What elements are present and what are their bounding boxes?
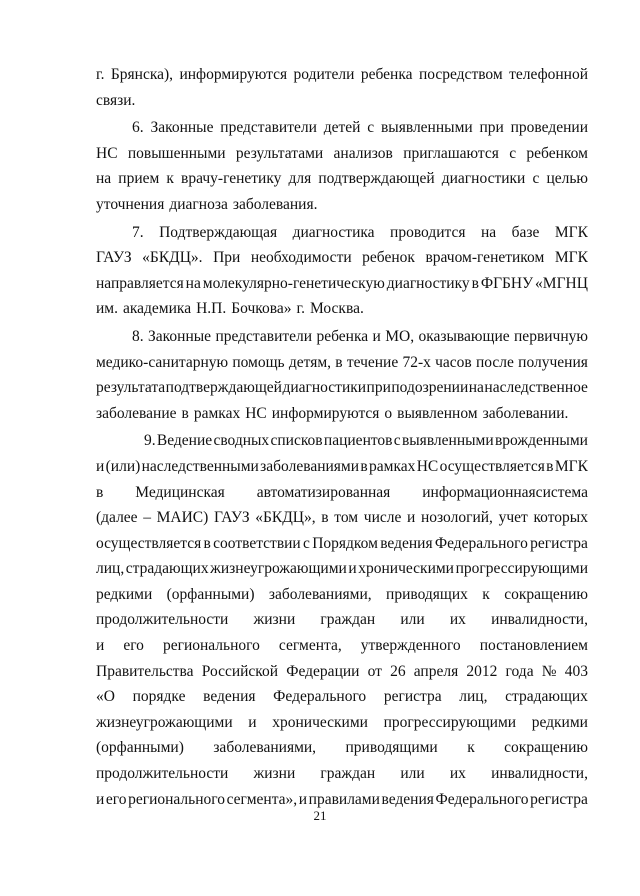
text-line: лиц, страдающих жизнеугрожающими и хроническими прогрессирующими [96,560,588,578]
text-line: на прием к врачу-генетику для подтверждающей диагностики с целью [96,170,588,188]
text-line: 6. Законные представители детей с выявленными при проведении [132,119,588,137]
document-body [96,62,588,812]
text-line: и его регионального сегмента, утвержденного постановлением [96,637,588,655]
text-line: (далее – МАИС) ГАУЗ «БКДЦ», в том числе и нозологий, учет которых [96,509,588,527]
text-line: результата подтверждающей диагностики при подозрении на наследственное [96,379,588,397]
text-line: продолжительности жизни граждан или их инвалидности, [96,611,588,629]
text-line: 9. Ведение сводных списков пациентов с выявленными врожденными [144,432,588,450]
text-line: 8. Законные представители ребенка и МО, оказывающие первичную [132,327,588,345]
text-line: и его регионального сегмента», и правилами ведения Федерального регистра [96,790,588,808]
text-line: продолжительности жизни граждан или их инвалидности, [96,765,588,783]
text-line: г. Брянска), информируются родители ребенка посредством телефонной [96,66,588,83]
text-line: и (или) наследственными заболеваниями в рамках НС осуществляется в МГК [96,457,588,475]
text-line: им. академика Н.П. Бочкова» г. Москва. [96,300,364,318]
text-line: уточнения диагноза заболевания. [96,195,318,213]
text-line: направляется на молекулярно-генетическую диагностику в ФГБНУ «МГНЦ [96,274,588,292]
text-line: медико-санитарную помощь детям, в течение 72-х часов после получения [96,353,588,371]
text-line: в Медицинская автоматизированная информационнаясистема [96,483,588,501]
text-line: (орфанными) заболеваниями, приводящими к сокращению [96,739,588,757]
text-line: связи. [96,91,136,109]
text-line: Правительства Российской Федерации от 26 апреля 2012 года № 403 [96,662,588,680]
text-line: жизнеугрожающими и хроническими прогрессирующими редкими [96,713,588,731]
text-line: осуществляется в соответствии с Порядком ведения Федерального регистра [96,534,588,552]
text-line: редкими (орфанными) заболеваниями, приводящих к сокращению [96,585,588,603]
text-line: ГАУЗ «БКДЦ». При необходимости ребенок врачом-генетиком МГК [96,249,588,267]
text-line: НС повышенными результатами анализов приглашаются с ребенком [96,144,588,162]
text-line: 7. Подтверждающая диагностика проводится на базе МГК [132,223,588,241]
text-line: «О порядке ведения Федерального регистра лиц, страдающих [96,688,588,706]
page-number: 21 [313,808,327,823]
text-line: заболевание в рамках НС информируются о выявленном заболевании. [96,404,569,422]
